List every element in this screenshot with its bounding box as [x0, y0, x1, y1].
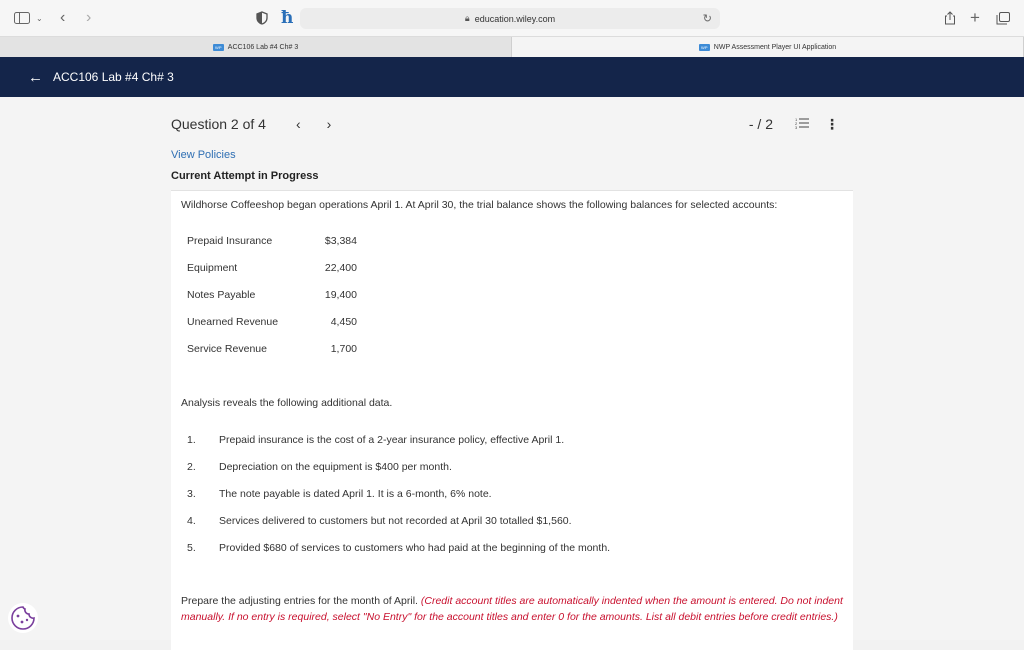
- account-name: Equipment: [187, 262, 238, 274]
- account-amount: 4,450: [330, 316, 357, 328]
- table-row: [187, 343, 357, 370]
- analysis-intro: Analysis reveals the following additional data.: [181, 397, 393, 409]
- tab-overview-icon[interactable]: [996, 9, 1010, 27]
- account-amount: 1,700: [330, 343, 357, 355]
- account-amount: $3,384: [324, 235, 357, 247]
- item-number: 5.: [187, 542, 196, 554]
- account-name: Unearned Revenue: [187, 316, 279, 328]
- question-navigation: [171, 114, 853, 134]
- chevron-down-icon[interactable]: ⌄: [36, 13, 43, 23]
- item-text: Provided $680 of services to customers who had paid at the beginning of the month.: [219, 542, 611, 554]
- table-row: [187, 262, 357, 289]
- table-row: [187, 235, 357, 262]
- account-name: Notes Payable: [187, 289, 256, 301]
- cookie-settings-button[interactable]: [8, 603, 38, 633]
- svg-text:3: 3: [795, 124, 798, 129]
- problem-intro: Wildhorse Coffeeshop began operations April 1. At April 30, the trial balance shows the following balances for selected accounts:: [181, 199, 778, 211]
- list-item: [187, 434, 610, 461]
- question-counter: Question 2 of 4: [171, 116, 266, 132]
- share-icon[interactable]: [944, 9, 956, 27]
- item-text: Prepaid insurance is the cost of a 2-year insurance policy, effective April 1.: [219, 434, 565, 446]
- course-title: ACC106 Lab #4 Ch# 3: [53, 70, 174, 84]
- lock-icon: 🔒︎: [464, 13, 470, 23]
- list-item: [187, 461, 610, 488]
- trial-balance-table: [187, 235, 357, 370]
- app-header: [0, 57, 1024, 97]
- tab-label: NWP Assessment Player UI Application: [713, 43, 837, 51]
- back-arrow-icon[interactable]: ←: [28, 68, 43, 86]
- instructions-text: Prepare the adjusting entries for the month of April.: [181, 595, 418, 607]
- svg-text:2: 2: [795, 120, 798, 126]
- new-tab-icon[interactable]: +: [970, 8, 980, 27]
- item-number: 1.: [187, 434, 196, 446]
- instructions: [181, 594, 846, 625]
- item-text: Services delivered to customers but not recorded at April 30 totalled $1,560.: [219, 515, 572, 527]
- table-row: [187, 316, 357, 343]
- account-name: Prepaid Insurance: [187, 235, 273, 247]
- attempt-status: Current Attempt in Progress: [171, 170, 319, 182]
- reload-icon[interactable]: ↻: [702, 13, 712, 25]
- cookie-icon: [10, 605, 36, 631]
- item-text: The note payable is dated April 1. It is a 6-month, 6% note.: [219, 488, 492, 500]
- item-number: 2.: [187, 461, 196, 473]
- sidebar-toggle-icon[interactable]: [14, 9, 30, 27]
- item-text: Depreciation on the equipment is $400 per month.: [219, 461, 452, 473]
- additional-data-list: [187, 434, 610, 569]
- table-row: [187, 289, 357, 316]
- more-options-icon[interactable]: ⋮: [825, 115, 839, 132]
- back-icon[interactable]: ‹: [60, 9, 66, 26]
- list-item: [187, 488, 610, 515]
- question-panel: [171, 190, 853, 650]
- account-amount: 22,400: [324, 262, 357, 274]
- wiley-favicon-icon: WP: [699, 44, 710, 51]
- instructions-hint: (Credit account titles are automatically indented when the amount is entered. Do not indent manually. If no entry is required, select "No Entry" for the account titles and enter 0 for the amounts. List all debit entries before credit entries.): [181, 595, 843, 623]
- item-number: 4.: [187, 515, 196, 527]
- next-question-icon[interactable]: ›: [326, 116, 332, 132]
- address-bar[interactable]: [300, 8, 720, 29]
- privacy-shield-icon[interactable]: [256, 9, 268, 27]
- tab-nwp-assessment[interactable]: [512, 37, 1024, 57]
- question-score: - / 2: [748, 116, 773, 132]
- svg-text:1: 1: [795, 116, 798, 122]
- extension-h-icon[interactable]: ħ: [281, 8, 294, 28]
- tab-bar: [0, 37, 1024, 57]
- url-text: education.wiley.com: [474, 13, 556, 24]
- list-item: [187, 515, 610, 542]
- previous-question-icon[interactable]: ‹: [295, 116, 301, 132]
- assessment-content: [0, 97, 1024, 640]
- wiley-favicon-icon: WP: [213, 44, 224, 51]
- account-amount: 19,400: [324, 289, 357, 301]
- list-item: [187, 542, 610, 569]
- tab-label: ACC106 Lab #4 Ch# 3: [227, 43, 299, 51]
- item-number: 3.: [187, 488, 196, 500]
- tab-acc106[interactable]: [0, 37, 512, 57]
- forward-icon[interactable]: ›: [86, 9, 92, 26]
- view-policies-link[interactable]: View Policies: [171, 149, 236, 161]
- question-list-icon[interactable]: [795, 117, 809, 132]
- account-name: Service Revenue: [187, 343, 267, 355]
- browser-toolbar: [0, 0, 1024, 37]
